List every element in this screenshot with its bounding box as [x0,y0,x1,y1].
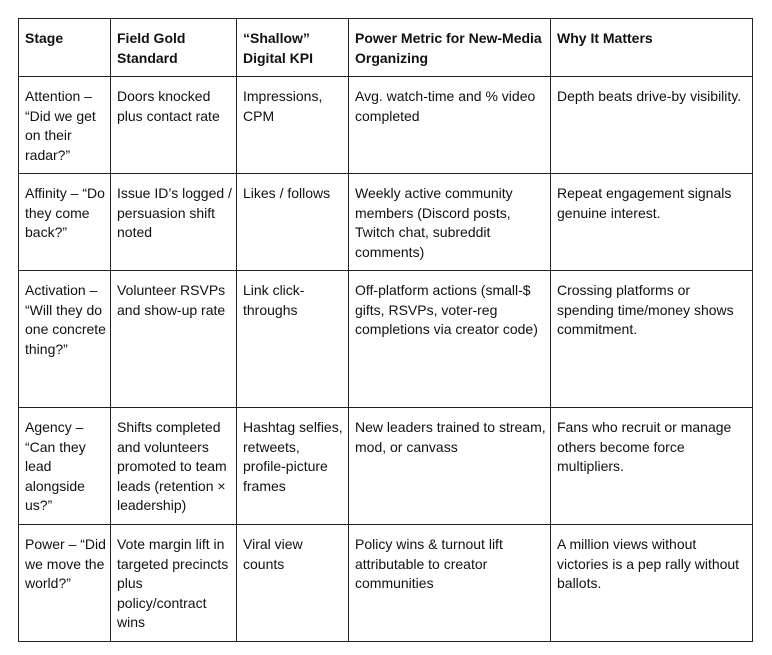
cell-shallow-digital-kpi: Viral view counts [237,525,349,642]
cell-power-metric: Weekly active community members (Discord posts, Twitch chat, subreddit comments) [349,174,551,271]
cell-power-metric: Avg. watch-time and % video completed [349,77,551,174]
cell-field-gold-standard: Vote margin lift in targeted precincts plus policy/contract wins [111,525,237,642]
table-row [19,174,753,271]
cell-why-it-matters: Repeat engagement signals genuine interest. [551,174,753,271]
cell-field-gold-standard: Volunteer RSVPs and show-up rate [111,271,237,408]
cell-shallow-digital-kpi: Impressions, CPM [237,77,349,174]
cell-shallow-digital-kpi: Link click-throughs [237,271,349,408]
cell-stage: Agency – “Can they lead alongside us?” [19,408,111,525]
cell-why-it-matters: Fans who recruit or manage others become force multipliers. [551,408,753,525]
table-row [19,271,753,408]
header-power-metric: Power Metric for New-Media Organizing [349,19,551,77]
cell-why-it-matters: Depth beats drive-by visibility. [551,77,753,174]
cell-field-gold-standard: Issue ID’s logged / persuasion shift noted [111,174,237,271]
cell-why-it-matters: A million views without victories is a pep rally without ballots. [551,525,753,642]
table-row [19,77,753,174]
cell-stage: Affinity – “Do they come back?” [19,174,111,271]
cell-power-metric: New leaders trained to stream, mod, or canvass [349,408,551,525]
cell-shallow-digital-kpi: Hashtag selfies, retweets, profile-picture frames [237,408,349,525]
cell-shallow-digital-kpi: Likes / follows [237,174,349,271]
cell-field-gold-standard: Doors knocked plus contact rate [111,77,237,174]
cell-stage: Attention – “Did we get on their radar?” [19,77,111,174]
cell-power-metric: Off-platform actions (small-$ gifts, RSVPs, voter-reg completions via creator code) [349,271,551,408]
header-why-it-matters: Why It Matters [551,19,753,77]
metrics-table [18,18,753,642]
table-row [19,408,753,525]
cell-stage: Power – “Did we move the world?” [19,525,111,642]
header-stage: Stage [19,19,111,77]
header-field-gold-standard: Field Gold Standard [111,19,237,77]
cell-power-metric: Policy wins & turnout lift attributable to creator communities [349,525,551,642]
header-row [19,19,753,77]
cell-field-gold-standard: Shifts completed and volunteers promoted to team leads (retention × leadership) [111,408,237,525]
cell-why-it-matters: Crossing platforms or spending time/money shows commitment. [551,271,753,408]
document-page [18,18,753,642]
header-shallow-digital-kpi: “Shallow” Digital KPI [237,19,349,77]
cell-stage: Activation – “Will they do one concrete thing?” [19,271,111,408]
table-row [19,525,753,642]
